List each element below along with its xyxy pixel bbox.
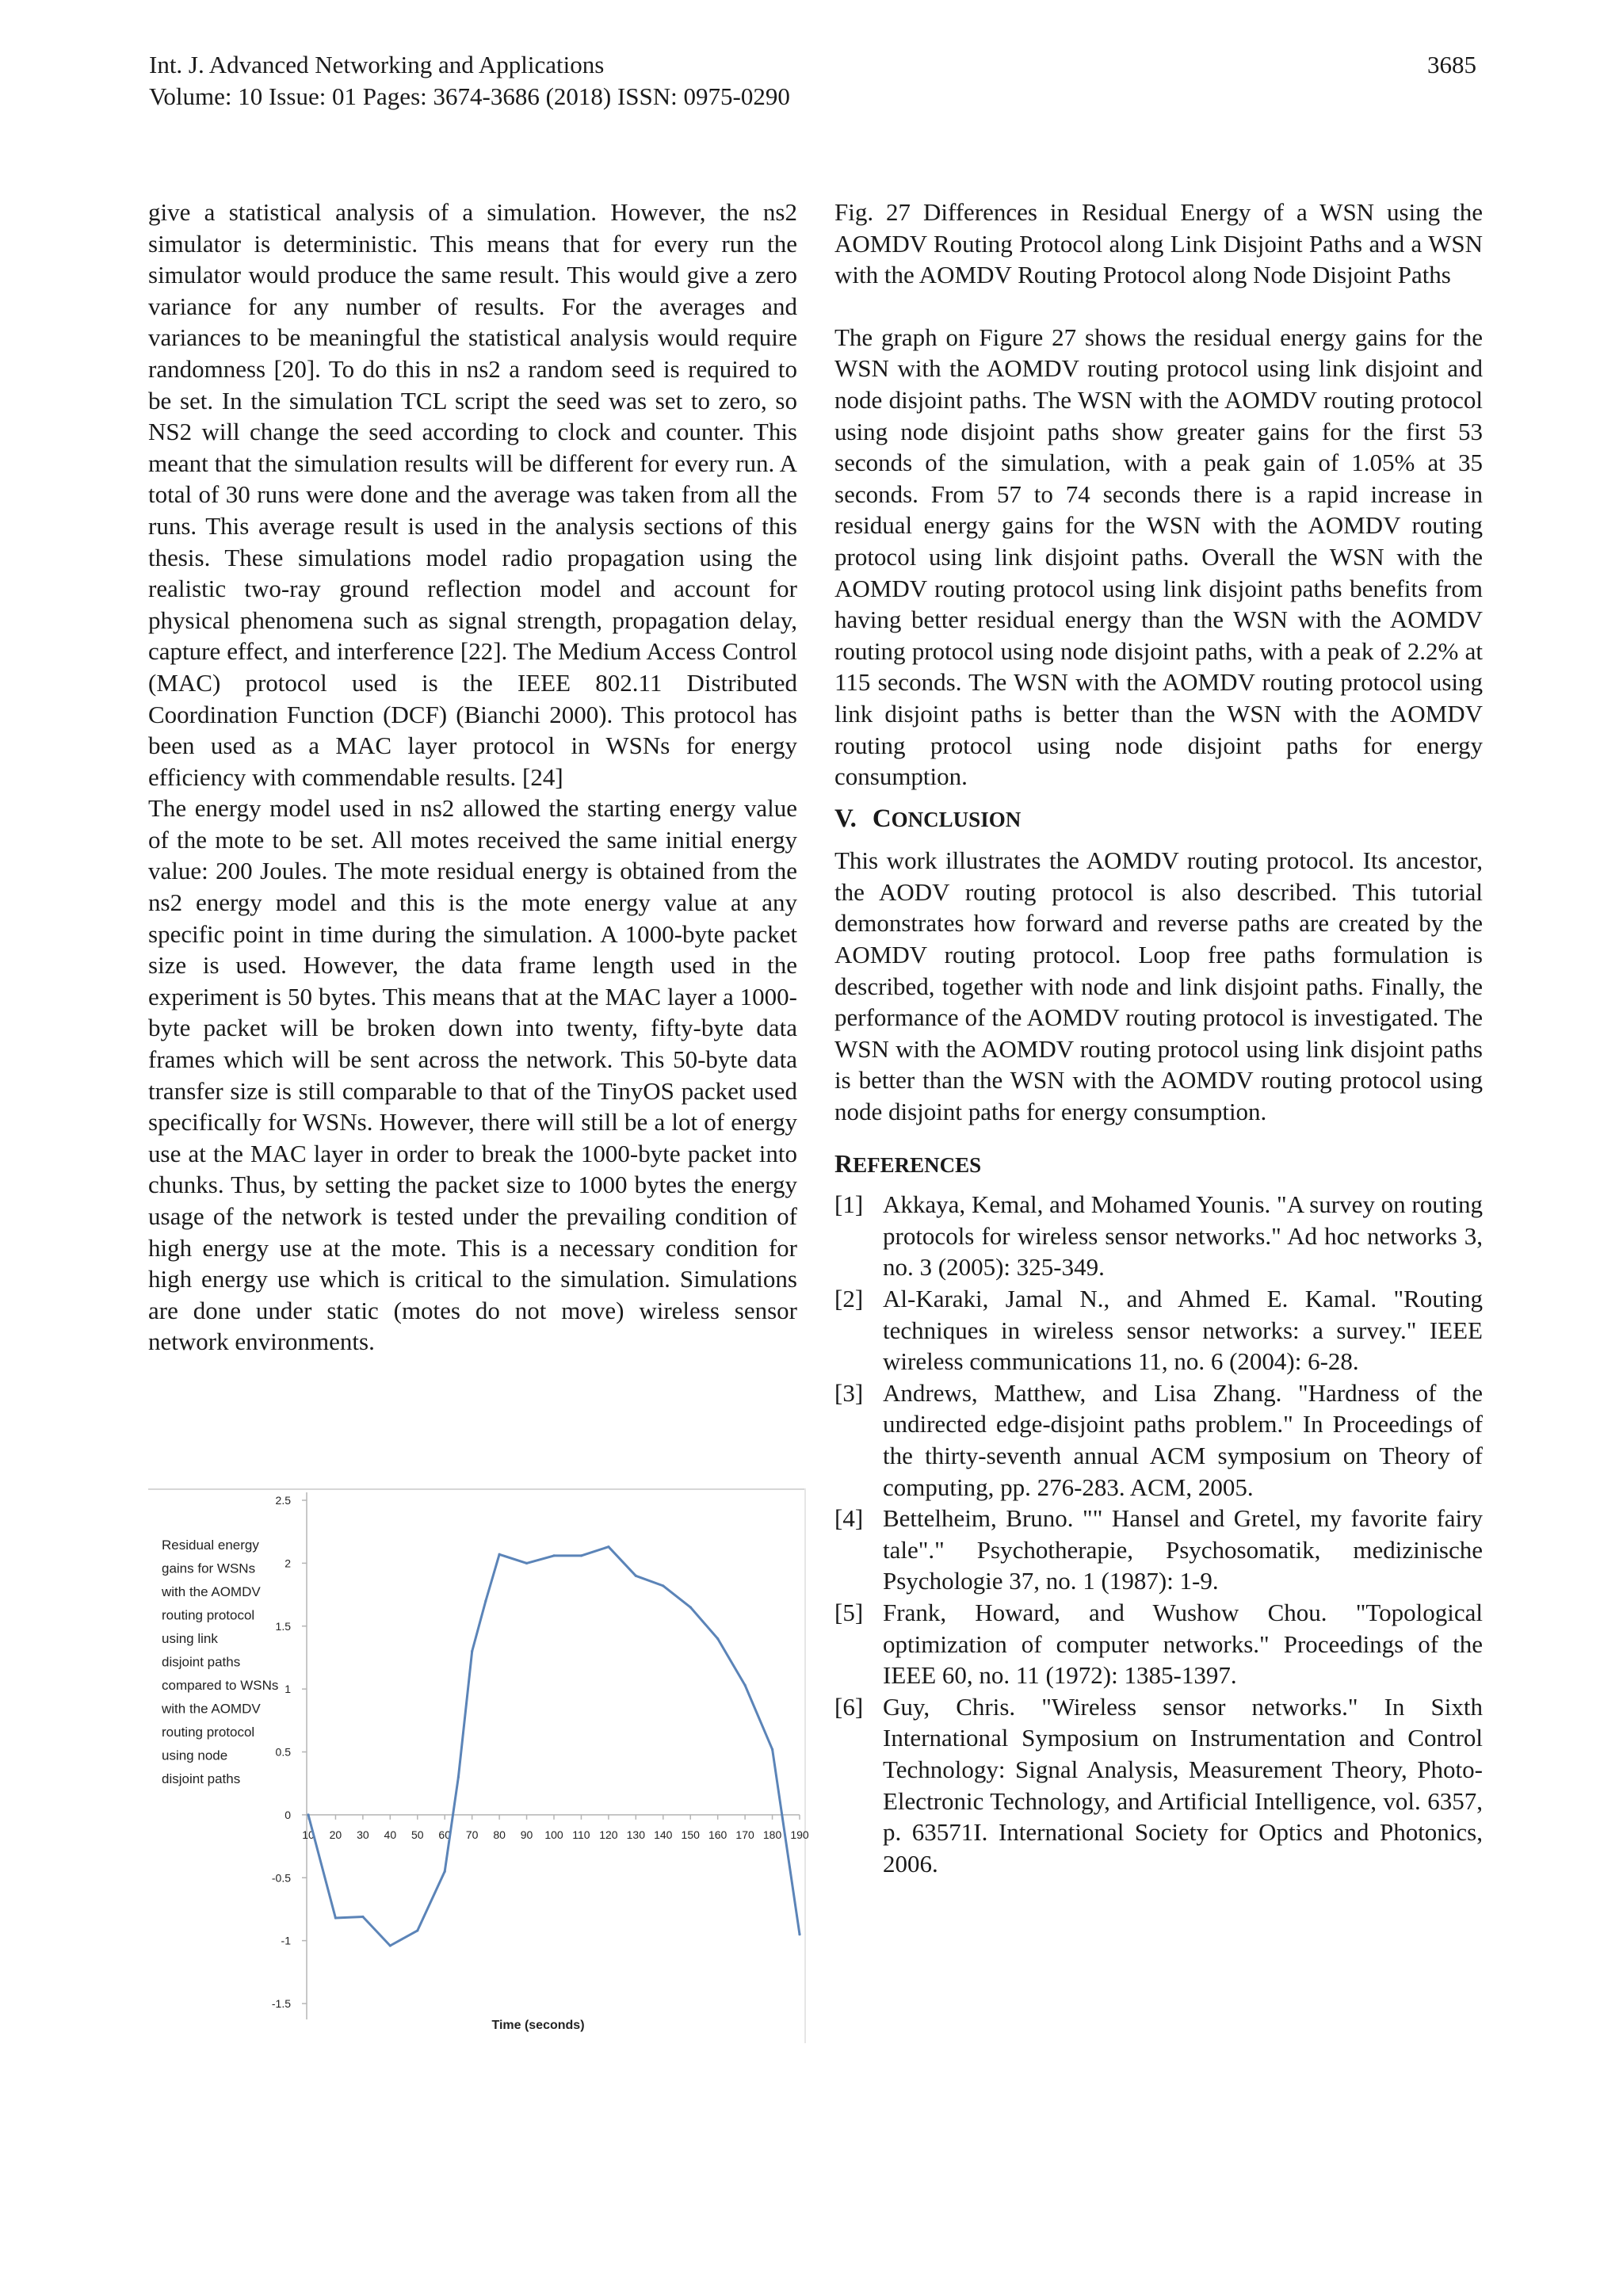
x-tick-label: 90 <box>520 1828 533 1841</box>
y-tick-label: 1 <box>285 1683 291 1696</box>
volume-info: Volume: 10 Issue: 01 Pages: 3674-3686 (2018) ISSN: 0975-0290 <box>149 82 790 110</box>
y-tick-label: 0.5 <box>275 1745 291 1759</box>
section-heading-conclusion <box>834 804 1483 836</box>
data-point <box>334 1916 337 1919</box>
right-column <box>834 197 1483 1879</box>
reference-text: Bettelheim, Bruno. "" Hansel and Gretel, my favorite fairy tale"." Psychotherapie, Psychosomatik, medizinische Psychologie 37, no. 1 (1987): 1-9. <box>883 1504 1483 1595</box>
body-paragraph: The energy model used in ns2 allowed the starting energy value of the mote to be set. All motes received the same initial energy value: 200 Joules. The mote residual energy is obtained from the ns2 energy model and this is the mote energy value at any specific point in time during the simulation. A 1000-byte packet size is used. However, the data frame length used in the experiment is 50 bytes. This means that at the MAC layer a 1000-byte packet will be broken down into twenty, fifty-byte data frames which will be sent across the network. This 50-byte data transfer size is still comparable to that of the TinyOS packet used specifically for WSNs. However, there will still be a lot of energy use at the MAC layer in order to break the 1000-byte packet into chunks. Thus, by setting the packet size to 1000 bytes the energy usage of the network is tested under the prevailing condition of high energy use at the mote. This is a necessary condition for high energy use which is critical to the simulation. Simulations are done under static (motes do not move) wireless sensor network environments. <box>148 794 797 1356</box>
x-tick-label: 50 <box>411 1828 424 1841</box>
body-paragraph: give a statistical analysis of a simulation. However, the ns2 simulator is deterministic. This means that for every run the simulator would produce the same result. This would give a zero variance for any number of results. For the averages and variances to be meaningful the statistical analysis would require randomness [20]. To do this in ns2 a random seed is required to be set. In the simulation TCL script the seed was set to zero, so NS2 will change the seed according to clock and counter. This meant that the simulation results will be different for every run. A total of 30 runs were done and the average was taken from all the runs. This average result is used in the analysis sections of this thesis. These simulations model radio propagation using the realistic two-ray ground reflection model and account for physical phenomena such as signal strength, propagation delay, capture effect, and interference [22]. The Medium Access Control (MAC) protocol used is the IEEE 802.11 Distributed Coordination Function (DCF) (Bianchi 2000). This protocol has been used as a MAC layer protocol in WSNs for energy efficiency with commendable results. [24] <box>148 198 797 791</box>
x-tick-label: 100 <box>544 1828 563 1841</box>
section-title-initial: C <box>872 804 892 833</box>
left-column <box>148 197 797 1358</box>
data-point <box>484 1599 487 1602</box>
data-point <box>716 1637 719 1640</box>
section-number: V. <box>834 804 857 833</box>
residual-energy-line-chart <box>148 1488 809 2043</box>
data-point <box>607 1545 609 1548</box>
reference-item <box>834 1597 1483 1691</box>
reference-text: Al-Karaki, Jamal N., and Ahmed E. Kamal. "Routing techniques in wireless sensor networks: a survey." IEEE wireless communications 11, no. 6 (2004): 6-28. <box>883 1285 1483 1376</box>
x-tick-label: 110 <box>572 1828 590 1841</box>
x-tick-label: 80 <box>493 1828 506 1841</box>
y-tick-label: 2 <box>285 1557 291 1570</box>
x-tick-label: 140 <box>654 1828 673 1841</box>
x-tick-label: 120 <box>599 1828 618 1841</box>
legend-label: Residual energy gains for WSNs with the AOMDV routing protocol using link disjoint paths compared to WSNs with the AOMDV routing protocol using node disjoint paths <box>162 1538 279 1786</box>
data-point <box>552 1554 555 1557</box>
references-title-rest: EFERENCES <box>853 1152 982 1177</box>
data-point <box>662 1584 664 1587</box>
reference-number: [5] <box>834 1598 864 1626</box>
x-tick-label: 20 <box>329 1828 342 1841</box>
reference-text: Andrews, Matthew, and Lisa Zhang. "Hardness of the undirected edge-disjoint paths problem." In Proceedings of the thirty-seventh annual ACM symposium on Theory of computing, pp. 276-283. ACM, 2005. <box>883 1378 1483 1501</box>
x-tick-label: 130 <box>626 1828 646 1841</box>
y-tick-label: -0.5 <box>271 1871 291 1885</box>
reference-number: [6] <box>834 1692 864 1721</box>
x-axis-label: Time (seconds) <box>491 2019 585 2032</box>
reference-number: [2] <box>834 1285 864 1312</box>
reference-text: Frank, Howard, and Wushow Chou. "Topological optimization of computer networks." Proceedings of the IEEE 60, no. 11 (1972): 1385-1397. <box>883 1598 1483 1690</box>
reference-number: [1] <box>834 1190 864 1219</box>
data-point <box>771 1748 773 1751</box>
data-point <box>635 1575 637 1577</box>
figure-caption: Fig. 27 Differences in Residual Energy of a WSN using the AOMDV Routing Protocol along Link Disjoint Paths and a WSN with the AOMDV Routing Protocol along Node Disjoint Paths <box>834 198 1483 289</box>
reference-item <box>834 1691 1483 1880</box>
data-point <box>798 1933 800 1935</box>
y-tick-label: 0 <box>285 1808 291 1821</box>
data-point <box>525 1562 528 1564</box>
reference-text: Guy, Chris. "Wireless sensor networks." In Sixth International Symposium on Instrumentation and Control Technology: Signal Analysis, Measurement Theory, Photo-Electronic Technology, and Artificial Intelligence, vol. 6357, p. 63571I. International Society for Optics and Photonics, 2006. <box>883 1692 1483 1878</box>
x-tick-label: 40 <box>384 1828 397 1841</box>
data-point <box>580 1554 582 1557</box>
data-point <box>307 1813 309 1816</box>
data-point <box>457 1776 460 1778</box>
data-point <box>498 1553 501 1556</box>
x-tick-label: 160 <box>708 1828 727 1841</box>
x-tick-label: 30 <box>357 1828 369 1841</box>
x-tick-label: 10 <box>302 1828 315 1841</box>
y-tick-label: -1 <box>281 1934 291 1947</box>
data-point <box>416 1929 418 1931</box>
y-tick-label: 2.5 <box>275 1494 291 1507</box>
references-heading <box>834 1148 1483 1182</box>
reference-list <box>834 1189 1483 1879</box>
reference-number: [3] <box>834 1378 864 1407</box>
x-tick-label: 70 <box>465 1828 479 1841</box>
data-point <box>471 1650 473 1652</box>
conclusion-paragraph: This work illustrates the AOMDV routing protocol. Its ancestor, the AODV routing protocol is also described. This tutorial demonstrates how forward and reverse paths are created by the AOMDV routing protocol. Loop free paths formulation is described, together with node and link disjoint paths. Finally, the performance of the AOMDV routing protocol is investigated. The WSN with the AOMDV routing protocol using link disjoint paths is better than the WSN with the AOMDV routing protocol using node disjoint paths for energy consumption. <box>834 846 1483 1126</box>
data-point <box>389 1944 391 1946</box>
reference-text: Akkaya, Kemal, and Mohamed Younis. "A survey on routing protocols for wireless sensor networks." Ad hoc networks 3, no. 3 (2005): 325-349. <box>883 1190 1483 1282</box>
references-title-initial: R <box>834 1148 854 1178</box>
journal-name: Int. J. Advanced Networking and Applications <box>149 51 605 78</box>
reference-item <box>834 1503 1483 1597</box>
body-paragraph: The graph on Figure 27 shows the residual energy gains for the WSN with the AOMDV routing protocol using link disjoint and node disjoint paths. The WSN with the AOMDV routing protocol using node disjoint paths show greater gains for the first 53 seconds of the simulation, with a peak gain of 1.05% at 35 seconds. From 57 to 74 seconds there is a rapid increase in residual energy gains for the WSN with the AOMDV routing protocol using link disjoint paths. Overall the WSN with the AOMDV routing protocol using link disjoint paths benefits from having better residual energy than the WSN with the AOMDV routing protocol using node disjoint paths, with a peak of 2.2% at 115 seconds. The WSN with the AOMDV routing protocol using link disjoint paths is better than the WSN with the AOMDV routing protocol using node disjoint paths for energy consumption. <box>834 323 1483 791</box>
reference-number: [4] <box>834 1504 864 1533</box>
x-tick-label: 180 <box>762 1828 782 1841</box>
section-title-rest: ONCLUSION <box>891 807 1022 831</box>
y-tick-label: 1.5 <box>275 1619 291 1633</box>
data-point <box>361 1916 364 1918</box>
data-point <box>444 1870 446 1873</box>
page-number: 3685 <box>1427 51 1476 78</box>
data-point <box>689 1606 692 1608</box>
x-tick-label: 150 <box>681 1828 700 1841</box>
running-header <box>149 49 790 113</box>
reference-item <box>834 1189 1483 1283</box>
x-tick-label: 60 <box>438 1828 452 1841</box>
reference-item <box>834 1283 1483 1377</box>
x-tick-label: 170 <box>735 1828 754 1841</box>
y-tick-label: -1.5 <box>271 1997 291 2010</box>
reference-item <box>834 1377 1483 1503</box>
x-tick-label: 190 <box>790 1828 809 1841</box>
data-point <box>744 1684 747 1687</box>
